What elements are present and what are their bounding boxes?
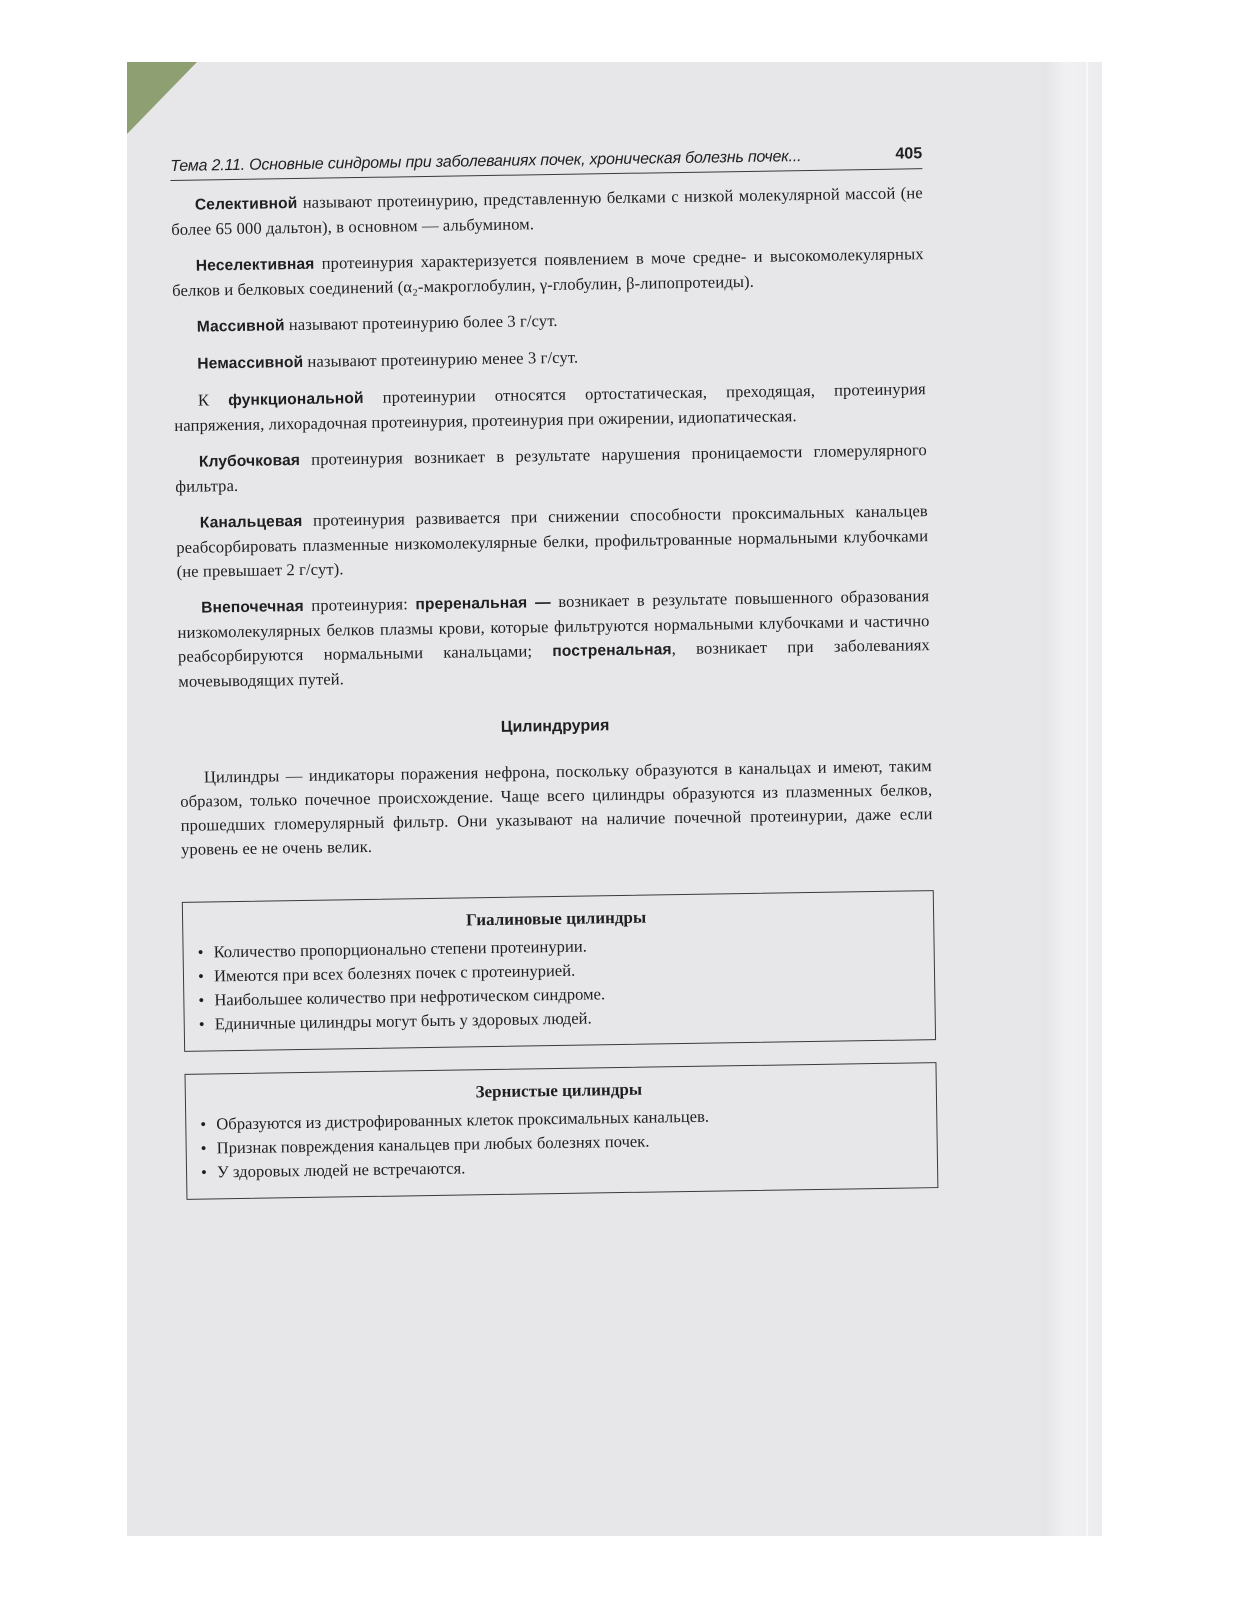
bullet-list	[195, 929, 918, 1036]
list-item: • Единичные цилиндры могут быть у здоровых людей.	[197, 1001, 919, 1036]
background-corner	[127, 62, 197, 134]
box-title: Зернистые цилиндры	[475, 1079, 643, 1102]
bullet-list	[198, 1101, 921, 1184]
section-paragraph: Цилиндры — индикаторы поражения нефрона, поскольку образуются в канальцах и имеют, таким образом, только почечное происхождение. Чаще всего цилиндры образуются из плазменных белков, прошедших гломерулярный фильтр. Они указывают на наличие почечной протеинурии, даже если уровень ее не очень велик.	[180, 756, 933, 859]
page-edge	[1042, 62, 1102, 1536]
paragraph-extrarenal: Внепочечная протеинурия: преренальная — возникает в результате повышенного образования низкомолекулярных белков плазмы крови, которые фильтруются нормальными клубочками и частично реабсорбируются нормальными канальцами; постренальная, возникает при заболеваниях мочевыводящих путей.	[177, 586, 931, 691]
running-title: Тема 2.11. Основные синдромы при заболеваниях почек, хроническая болезнь почек...	[170, 148, 802, 175]
paragraph-functional: К функциональной протеинурии относятся ортостатическая, преходящая, протеинурия напряжения, лихорадочная протеинурия, протеинурия при ожирении, идиопатическая.	[174, 379, 926, 435]
page-content	[170, 138, 938, 1200]
paragraph-tubular: Канальцевая протеинурия развивается при снижении способности проксимальных канальцев реабсорбировать плазменные низкомолекулярные белки, профильтрованные нормальными клубочками (не превышает 2 г/сут).	[176, 501, 929, 581]
hyaline-casts-box	[182, 890, 936, 1052]
list-item: • Количество пропорционально степени протеинурии.	[195, 929, 917, 964]
list-item: • Имеются при всех болезнях почек с протеинурией.	[196, 953, 918, 988]
granular-casts-box	[185, 1062, 939, 1200]
box-title: Гиалиновые цилиндры	[465, 907, 647, 930]
list-item: • Признак повреждения канальцев при любых болезнях почек.	[199, 1125, 921, 1160]
paragraph-nonselective: Неселективная протеинурия характеризуется появлением в моче средне- и высокомолекулярных белков и белковых соединений (α₂-макроглобулин, γ-глобулин, β-липопротеиды).	[172, 244, 924, 300]
page-photo	[127, 62, 1102, 1536]
list-item: • Наибольшее количество при нефротическом синдроме.	[196, 977, 918, 1012]
list-item: • У здоровых людей не встречаются.	[199, 1149, 921, 1184]
list-item: • Образуются из дистрофированных клеток проксимальных канальцев.	[198, 1101, 920, 1136]
paragraph-nonmassive: Немассивной называют протеинурию менее 3 г/сут.	[197, 347, 579, 373]
paragraph-glomerular: Клубочковая протеинурия возникает в результате нарушения проницаемости гломерулярного фильтра.	[175, 440, 927, 496]
paragraph-selective: Селективной называют протеинурию, представленную белками с низкой молекулярной массой (не более 65 000 дальтон), в основном — альбумином.	[171, 183, 923, 239]
running-header	[170, 138, 922, 181]
paragraph-massive: Массивной называют протеинурию более 3 г/сут.	[196, 310, 558, 336]
section-title: Цилиндрурия	[500, 717, 610, 736]
page-number: 405	[895, 145, 923, 163]
